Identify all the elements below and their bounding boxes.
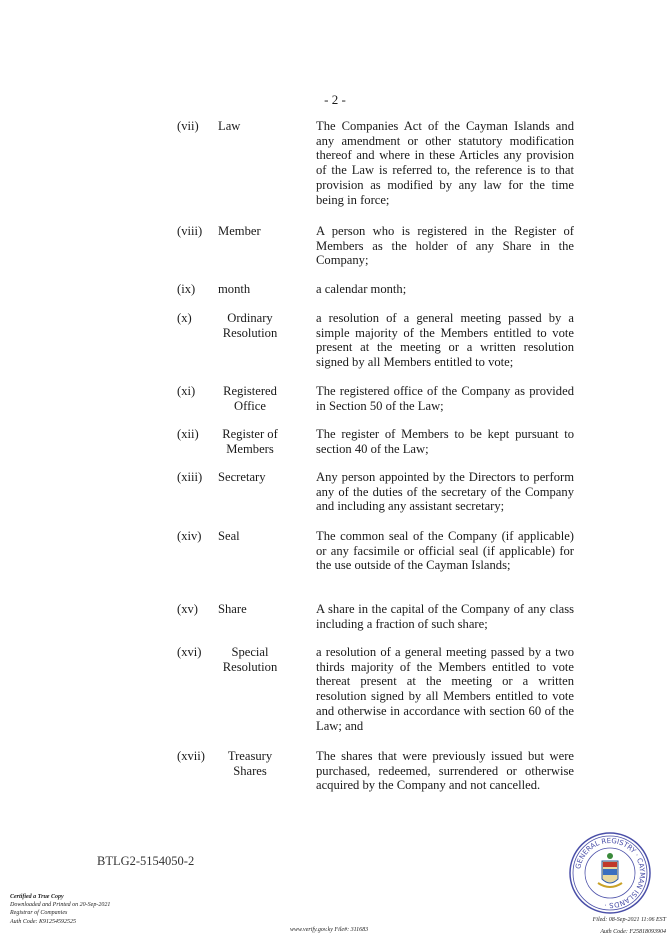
registrar-line: Registrar of Companies xyxy=(10,910,68,917)
definition-text: a resolution of a general meeting passed by a two thirds majority of the Members entitled to vote thereat present at the meeting or a written resolution signed by all Members entitled to vote and otherwise in accordance with section 60 of the Law; and xyxy=(316,645,574,733)
definition-term: Ordinary Resolution xyxy=(222,311,278,340)
definition-term: Member xyxy=(218,224,261,238)
definition-number: (vii) xyxy=(177,119,199,133)
definition-text: Any person appointed by the Directors to perform any of the duties of the secretary of the Company and including any assistant secretary; xyxy=(316,470,574,514)
definition-term: Registered Office xyxy=(223,384,277,413)
definition-term: Seal xyxy=(218,529,240,543)
definition-text: The register of Members to be kept pursuant to section 40 of the Law; xyxy=(316,427,574,456)
definition-term: Special Resolution xyxy=(222,645,278,674)
definition-text: The shares that were previously issued but were purchased, redeemed, surrendered or otherwise acquired by the Company and not cancelled. xyxy=(316,749,574,793)
certified-line: Certified a True Copy xyxy=(10,894,64,900)
definition-term: Treasury Shares xyxy=(227,749,273,778)
filed-date: Filed: 08-Sep-2021 11:06 EST xyxy=(592,917,666,923)
definition-number: (xiii) xyxy=(177,470,203,484)
filed-auth-code: Auth Code: F25818093904 xyxy=(600,929,666,935)
definition-text: a resolution of a general meeting passed by a simple majority of the Members entitled to vote present at the meeting or a written resolution signed by all Members entitled to vote; xyxy=(316,311,574,370)
page-number: - 2 - xyxy=(324,92,346,107)
definition-number: (xvi) xyxy=(177,645,202,659)
definition-term: Share xyxy=(218,602,247,616)
definition-term: Secretary xyxy=(218,470,266,484)
definition-number: (xii) xyxy=(177,427,199,441)
definition-text: A person who is registered in the Register of Members as the holder of any Share in the Company; xyxy=(316,224,574,268)
definition-number: (ix) xyxy=(177,282,196,296)
verify-link: www.verify.gov.ky File#: 311683 xyxy=(290,927,369,933)
svg-text:GENERAL REGISTRY · CAYMAN ISLA: GENERAL REGISTRY · CAYMAN ISLANDS · xyxy=(574,836,647,910)
definition-term: Register of Members xyxy=(222,427,278,456)
definition-term: month xyxy=(218,282,251,296)
definition-number: (xv) xyxy=(177,602,198,616)
definition-text: a calendar month; xyxy=(316,282,407,296)
definition-text: A share in the capital of the Company of any class including a fraction of such share; xyxy=(316,602,574,631)
definition-number: (xi) xyxy=(177,384,196,398)
definition-text: The registered office of the Company as provided in Section 50 of the Law; xyxy=(316,384,574,413)
document-reference: BTLG2-5154050-2 xyxy=(97,854,195,868)
definition-number: (viii) xyxy=(177,224,203,238)
filed-block xyxy=(540,914,666,938)
definition-term: Law xyxy=(218,119,241,133)
certification-block xyxy=(10,893,110,926)
definition-number: (xiv) xyxy=(177,529,202,543)
auth-code-line: Auth Code: K91254592525 xyxy=(10,918,76,925)
definition-text: The Companies Act of the Cayman Islands and any amendment or other statutory modification thereof and where in these Articles any provision of the Law is referred to, the reference is to that provision as modified by any law for the time being in force; xyxy=(316,119,574,207)
downloaded-line: Downloaded and Printed on 20-Sep-2021 xyxy=(10,902,111,909)
registry-seal-icon xyxy=(568,831,652,915)
definition-text: The common seal of the Company (if applicable) or any facsimile or official seal (if applicable) for the use outside of the Cayman Islands; xyxy=(316,529,574,573)
definition-number: (xvii) xyxy=(177,749,205,763)
definition-number: (x) xyxy=(177,311,192,325)
